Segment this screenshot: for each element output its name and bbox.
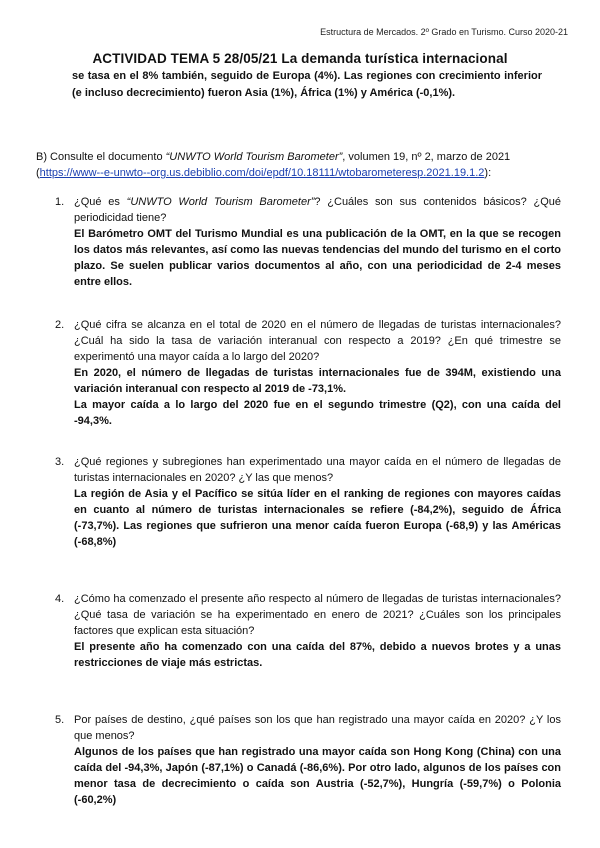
section-b-document-name: “UNWTO World Tourism Barometer”: [165, 151, 343, 163]
section-b-prefix: B) Consulte el documento: [36, 151, 166, 163]
question-4: [55, 591, 561, 671]
question-3: [55, 454, 561, 550]
question-2: [55, 317, 561, 429]
section-b-intro: [36, 149, 566, 181]
question-text: ¿Qué regiones y subregiones han experimentado una mayor caída en el número de llegadas de turistas internacionales en 2020? ¿Y las que menos?: [74, 456, 561, 484]
question-number: 5.: [55, 714, 65, 726]
question-number: 2.: [55, 319, 65, 331]
question-number: 4.: [55, 593, 65, 605]
course-header: Estructura de Mercados. 2º Grado en Turismo. Curso 2020-21: [320, 27, 568, 37]
question-number: 1.: [55, 196, 65, 208]
section-b-suffix: , volumen 19, nº 2, marzo de 2021: [342, 151, 511, 163]
question-text-part: ? ¿Cuáles son sus contenidos básicos? ¿Qué periodicidad tiene?: [74, 196, 562, 224]
question-number: 3.: [55, 456, 65, 468]
link-close-paren: ):: [484, 167, 492, 179]
answer-text-2: La mayor caída a lo largo del 2020 fue en el segundo trimestre (Q2), con una caída del -94,3%.: [74, 399, 561, 427]
question-text: Por países de destino, ¿qué países son los que han registrado una mayor caída en 2020? ¿Y los que menos?: [74, 714, 561, 742]
question-text: ¿Cómo ha comenzado el presente año respecto al número de llegadas de turistas internacionales? ¿Qué tasa de variación se ha experimentado en enero de 2021? ¿Cuáles son los principales factores que explican esta situación?: [74, 593, 561, 637]
question-text: [74, 194, 561, 226]
previous-answer-continuation: se tasa en el 8% también, seguido de Europa (4%). Las regiones con crecimiento inferior (e incluso decrecimiento) fueron Asia (1%), África (1%) y América (-0,1%).: [72, 70, 542, 99]
answer-text: En 2020, el número de llegadas de turistas internacionales fue de 394M, existiendo una variación interanual con respecto al 2019 de -73,1%.: [74, 367, 561, 395]
activity-title: ACTIVIDAD TEMA 5 28/05/21 La demanda turística internacional: [92, 51, 508, 66]
answer-text: El Barómetro OMT del Turismo Mundial es una publicación de la OMT, en la que se recogen los datos más relevantes, así como las nuevas tendencias del mundo del turismo en el corto plazo. Se suelen publicar varios documentos al año, con una periodicidad de 2-4 meses entre ellos.: [74, 228, 561, 288]
question-text: ¿Qué cifra se alcanza en el total de 2020 en el número de llegadas de turistas internacionales? ¿Cuál ha sido la tasa de variación interanual con respecto a 2019? ¿En qué trimestre se experimentó una mayor caída a lo largo del 2020?: [74, 319, 561, 363]
question-5: [55, 712, 561, 808]
question-document-name: “UNWTO World Tourism Barometer”: [126, 196, 315, 208]
answer-text: El presente año ha comenzado con una caída del 87%, debido a nuevos brotes y a unas restricciones de viaje más estrictas.: [74, 641, 561, 669]
link-open-paren: (: [36, 167, 40, 179]
barometer-link[interactable]: https://www--e-unwto--org.us.debiblio.com/doi/epdf/10.18111/wtobarometeresp.2021.19.1.2: [39, 167, 485, 179]
question-1: [55, 194, 561, 290]
question-text-part: ¿Qué es: [74, 196, 127, 208]
answer-text: Algunos de los países que han registrado una mayor caída son Hong Kong (China) con una caída del -94,3%, Japón (-87,1%) o Canadá (-86,6%). Por otro lado, algunos de los países con menor tasa de decrecimiento o caída son Austria (-52,7%), Hungría (-59,7%) o Polonia (-60,2%): [74, 746, 561, 806]
answer-text: La región de Asia y el Pacífico se sitúa líder en el ranking de regiones con mayores caídas en cuanto al número de turistas internacionales se refiere (-84,2%), seguido de África (-73,7%). Las regiones que sufrieron una menor caída fueron Europa (-68,9) y las Américas (-68,8%): [74, 488, 561, 548]
